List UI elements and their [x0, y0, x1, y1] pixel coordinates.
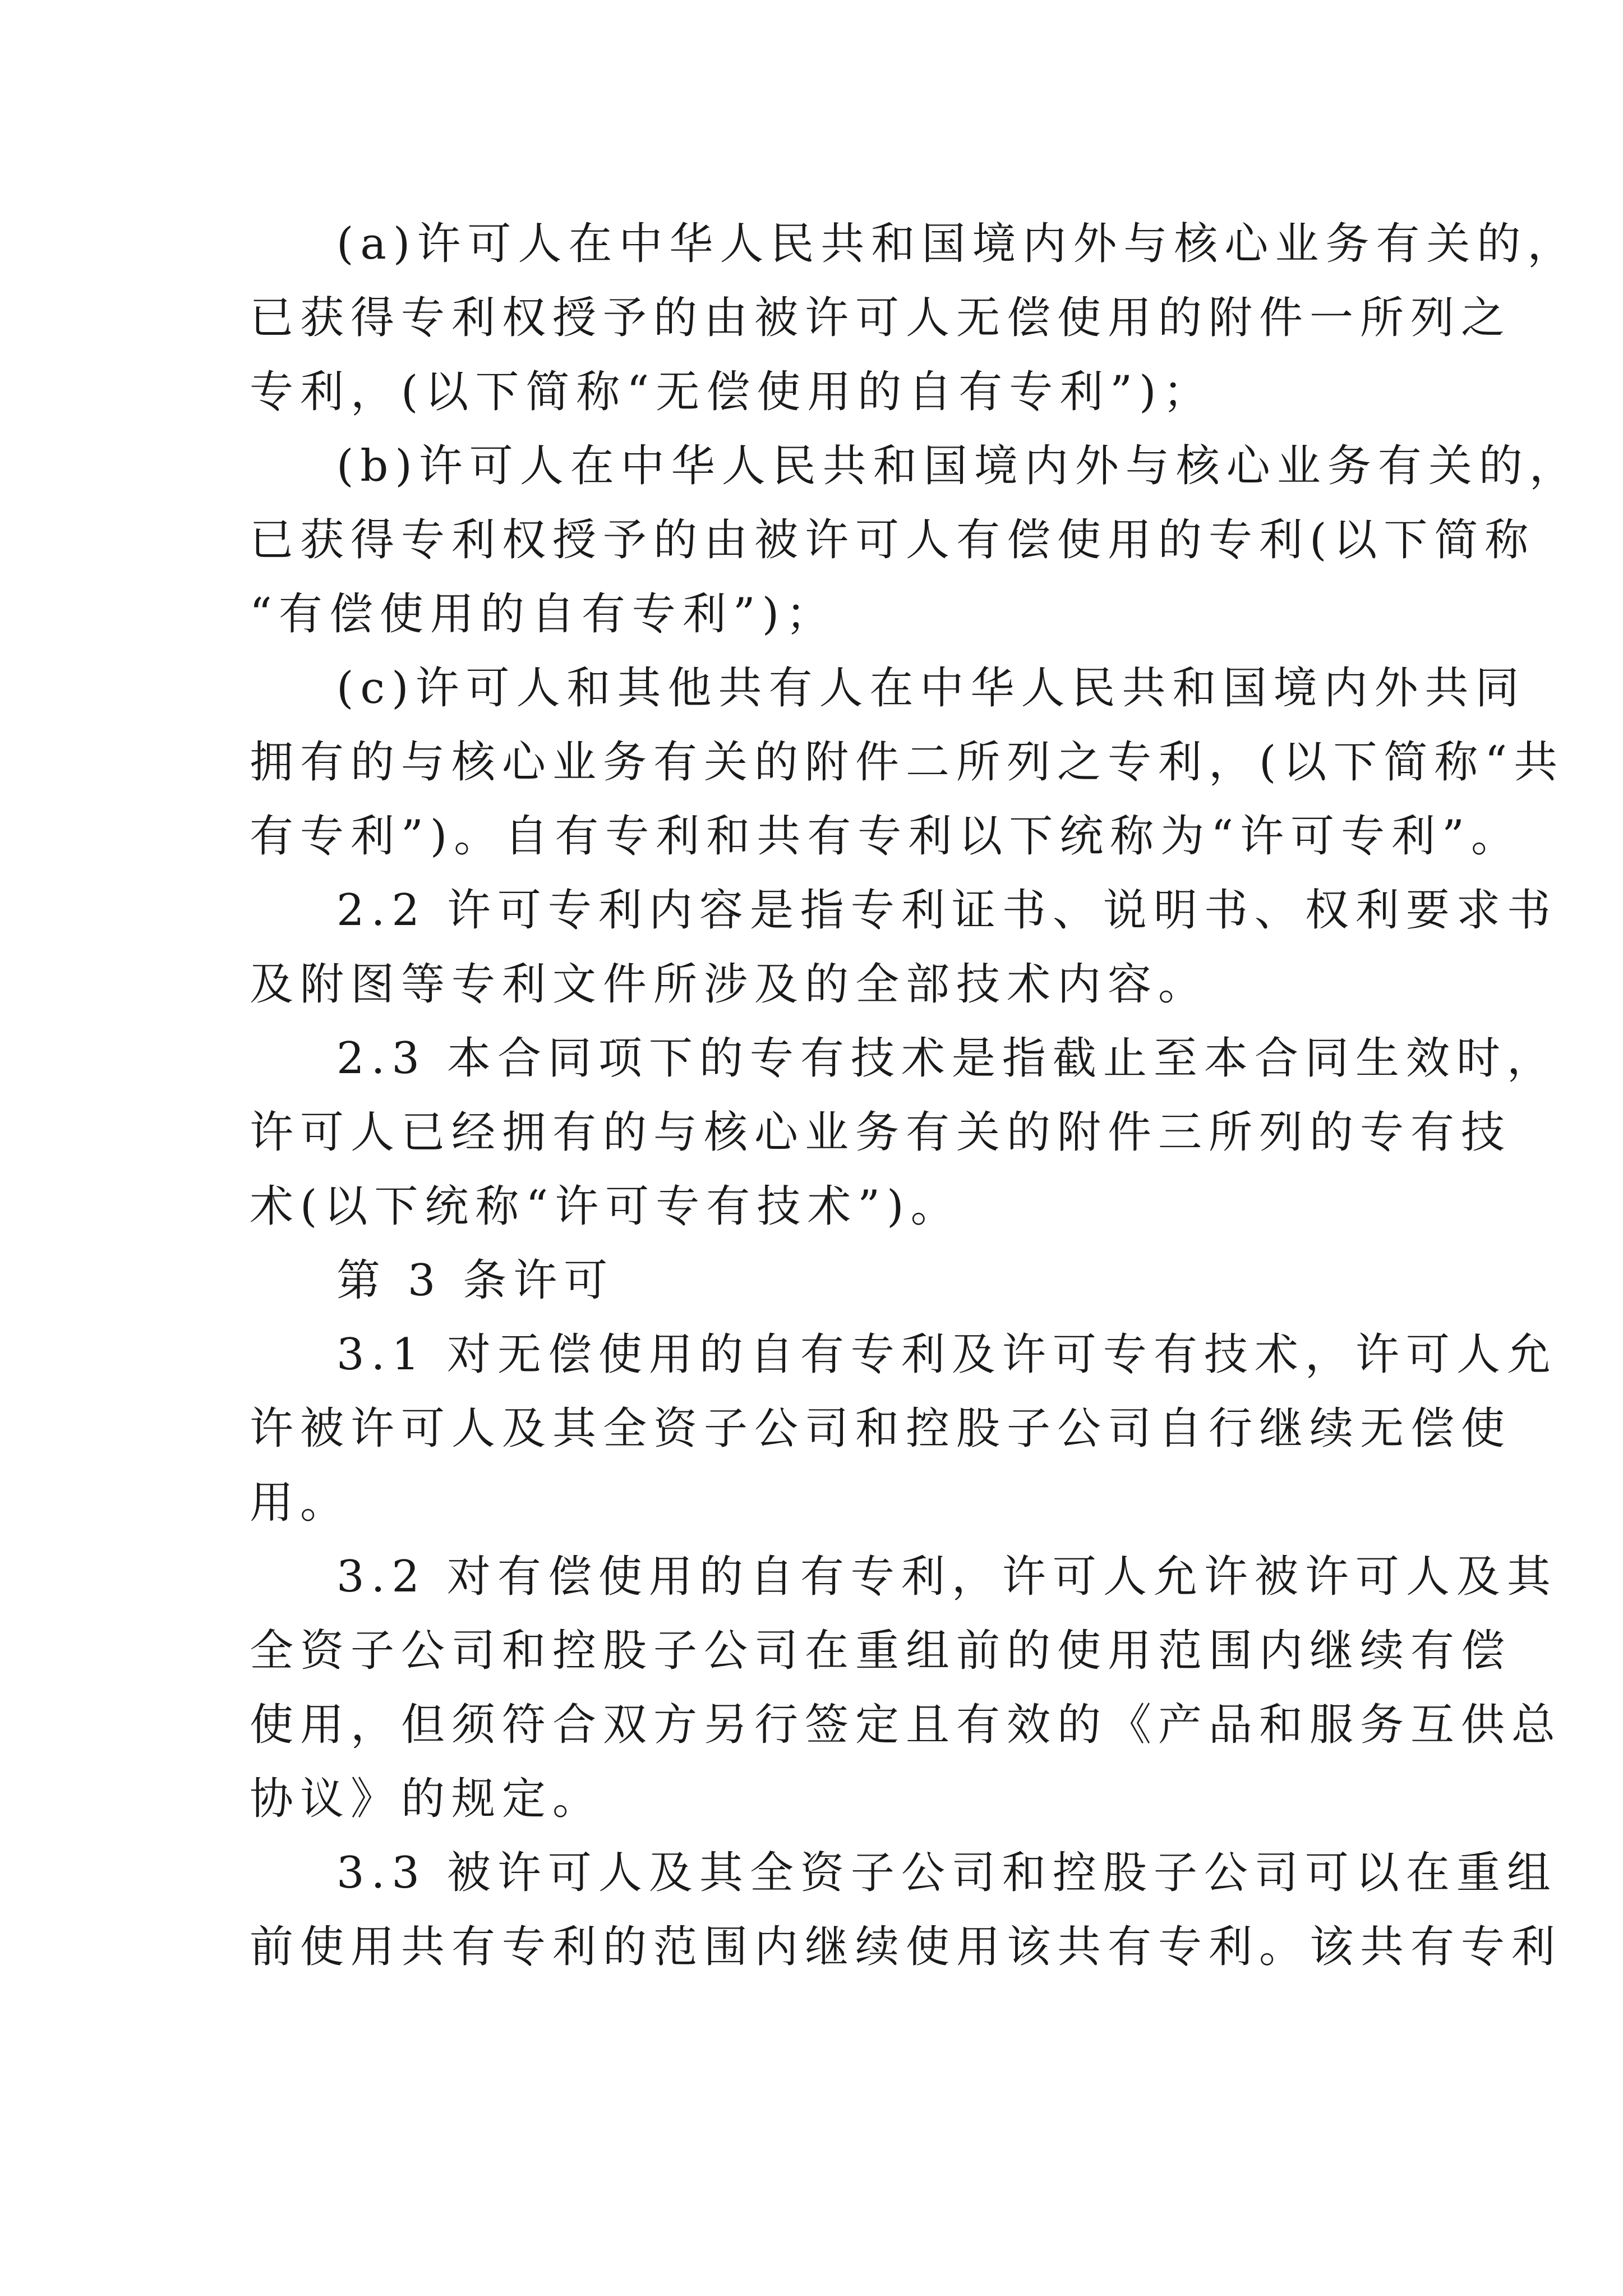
clause-2-2-line-2: 及附图等专利文件所涉及的全部技术内容。 [250, 959, 1209, 1010]
clause-2-3-line-1: 2.3 本合同项下的专有技术是指截止至本合同生效时， [336, 1033, 1557, 1084]
article-3-heading: 第 3 条许可 [336, 1255, 615, 1306]
clause-3-2-line-2: 全资子公司和控股子公司在重组前的使用范围内继续有偿 [250, 1626, 1512, 1676]
clause-2-1-b-line-3: “有偿使用的自有专利”)； [250, 589, 837, 639]
clause-3-1-line-2: 许被许可人及其全资子公司和控股子公司自行继续无偿使 [250, 1404, 1512, 1454]
clause-3-2-line-3: 使用，但须符合双方另行签定且有效的《产品和服务互供总 [250, 1700, 1562, 1750]
clause-2-1-a-line-3: 专利，(以下简称“无偿使用的自有专利”)； [250, 367, 1214, 417]
clause-2-2-line-1: 2.2 许可专利内容是指专利证书、说明书、权利要求书 [336, 885, 1557, 936]
clause-3-1-line-3: 用。 [250, 1478, 351, 1528]
clause-3-1-line-1: 3.1 对无偿使用的自有专利及许可专有技术，许可人允 [336, 1329, 1557, 1380]
clause-2-1-a-line-1: (a)许可人在中华人民共和国境内外与核心业务有关的， [336, 219, 1578, 269]
clause-3-3-line-2: 前使用共有专利的范围内继续使用该共有专利。该共有专利 [250, 1922, 1562, 1972]
clause-2-3-line-2: 许可人已经拥有的与核心业务有关的附件三所列的专有技 [250, 1107, 1512, 1158]
clause-2-1-b-line-1: (b)许可人在中华人民共和国境内外与核心业务有关的， [336, 441, 1580, 491]
clause-3-3-line-1: 3.3 被许可人及其全资子公司和控股子公司可以在重组 [336, 1848, 1557, 1898]
clause-2-3-line-3: 术(以下统称“许可专有技术”)。 [250, 1181, 961, 1232]
clause-2-1-b-line-2: 已获得专利权授予的由被许可人有偿使用的专利(以下简称 [250, 515, 1536, 565]
clause-3-2-line-4: 协议》的规定。 [250, 1774, 603, 1824]
clause-2-1-c-line-1: (c)许可人和其他共有人在中华人民共和国境内外共同 [336, 663, 1526, 714]
clause-3-2-line-1: 3.2 对有偿使用的自有专利，许可人允许被许可人及其 [336, 1552, 1557, 1602]
clause-2-1-a-line-2: 已获得专利权授予的由被许可人无偿使用的附件一所列之 [250, 293, 1512, 343]
clause-2-1-c-line-3: 有专利”)。自有专利和共有专利以下统称为“许可专利”。 [250, 811, 1522, 862]
clause-2-1-c-line-2: 拥有的与核心业务有关的附件二所列之专利，(以下简称“共 [250, 737, 1565, 788]
